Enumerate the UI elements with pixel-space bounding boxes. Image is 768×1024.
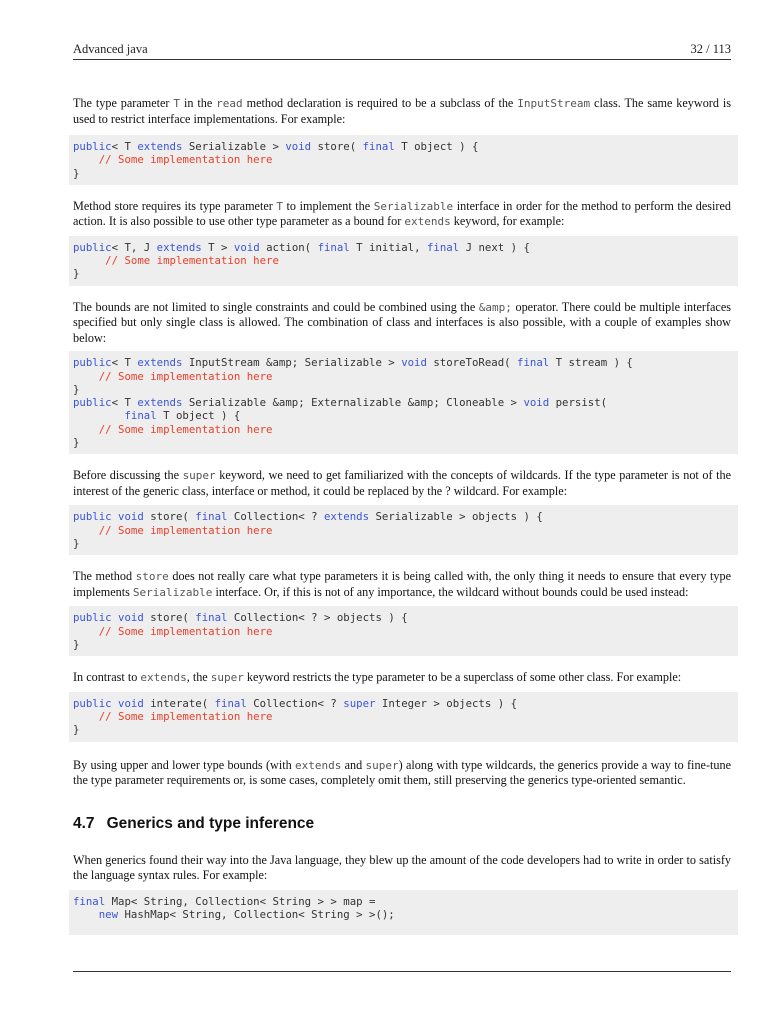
paragraph: In contrast to extends, the super keyword restricts the type parameter to be a superclass of some other class. For example:: [73, 670, 682, 685]
paragraph: The method store does not really care what type parameters it is being called with, the only thing it needs to ensure that every type implements Serializable interface. Or, if this is not of any importance, the wildcard without bounds could be used instead:: [73, 569, 731, 599]
section-heading: [73, 815, 731, 833]
code-block: public void store( final Collection< ? > objects ) { // Some implementation here }: [69, 606, 738, 656]
code-block: public< T, J extends T > void action( final T initial, final J next ) { // Some implementation here }: [69, 236, 738, 286]
paragraph: When generics found their way into the Java language, they blew up the amount of the code developers had to write in order to satisfy the language syntax rules. For example:: [73, 852, 731, 883]
code-block: public void store( final Collection< ? extends Serializable > objects ) { // Some implementation here }: [69, 505, 738, 555]
code-block: public void interate( final Collection< ? super Integer > objects ) { // Some implementation here }: [69, 692, 738, 742]
code-block: final Map< String, Collection< String > > map = new HashMap< String, Collection< String > >();: [69, 890, 738, 936]
page-number: 32 / 113: [690, 42, 731, 56]
page-header: [73, 42, 731, 60]
code-block: public< T extends Serializable > void store( final T object ) { // Some implementation here }: [69, 135, 738, 185]
page-content: [73, 96, 731, 935]
section-title: Generics and type inference: [106, 814, 315, 832]
paragraph: Method store requires its type parameter T to implement the Serializable interface in order for the method to perform the desired action. It is also possible to use other type parameter as a bound for extends keyword, for example:: [73, 198, 731, 229]
code-block: public< T extends InputStream &amp; Serializable > void storeToRead( final T stream ) { // Some implementation here } public< T extends Serializable &amp; Externalizable &amp; Cloneable > void persist( final T object ) { // Some implementation here }: [69, 351, 738, 454]
paragraph: The bounds are not limited to single constraints and could be combined using the &amp; operator. There could be multiple interfaces specified but only single class is allowed. The combination of class and interfaces is also possible, with a couple of examples show below:: [73, 299, 731, 345]
section-number: 4.7: [73, 814, 95, 832]
paragraph: Before discussing the super keyword, we need to get familiarized with the concepts of wildcards. If the type parameter is not of the interest of the generic class, interface or method, it could be replaced by the ? wildcard. For example:: [73, 468, 731, 498]
paragraph: The type parameter T in the read method declaration is required to be a subclass of the InputStream class. The same keyword is used to restrict interface implementations. For example:: [73, 96, 732, 126]
paragraph: By using upper and lower type bounds (with extends and super) along with type wildcards, the generics provide a way to fine-tune the type parameter requirements or, is some cases, completely omit them, still preserving the generics type-oriented semantic.: [73, 757, 731, 788]
document-title: Advanced java: [73, 42, 148, 56]
header-divider: [73, 59, 731, 60]
footer-divider: [73, 971, 731, 972]
